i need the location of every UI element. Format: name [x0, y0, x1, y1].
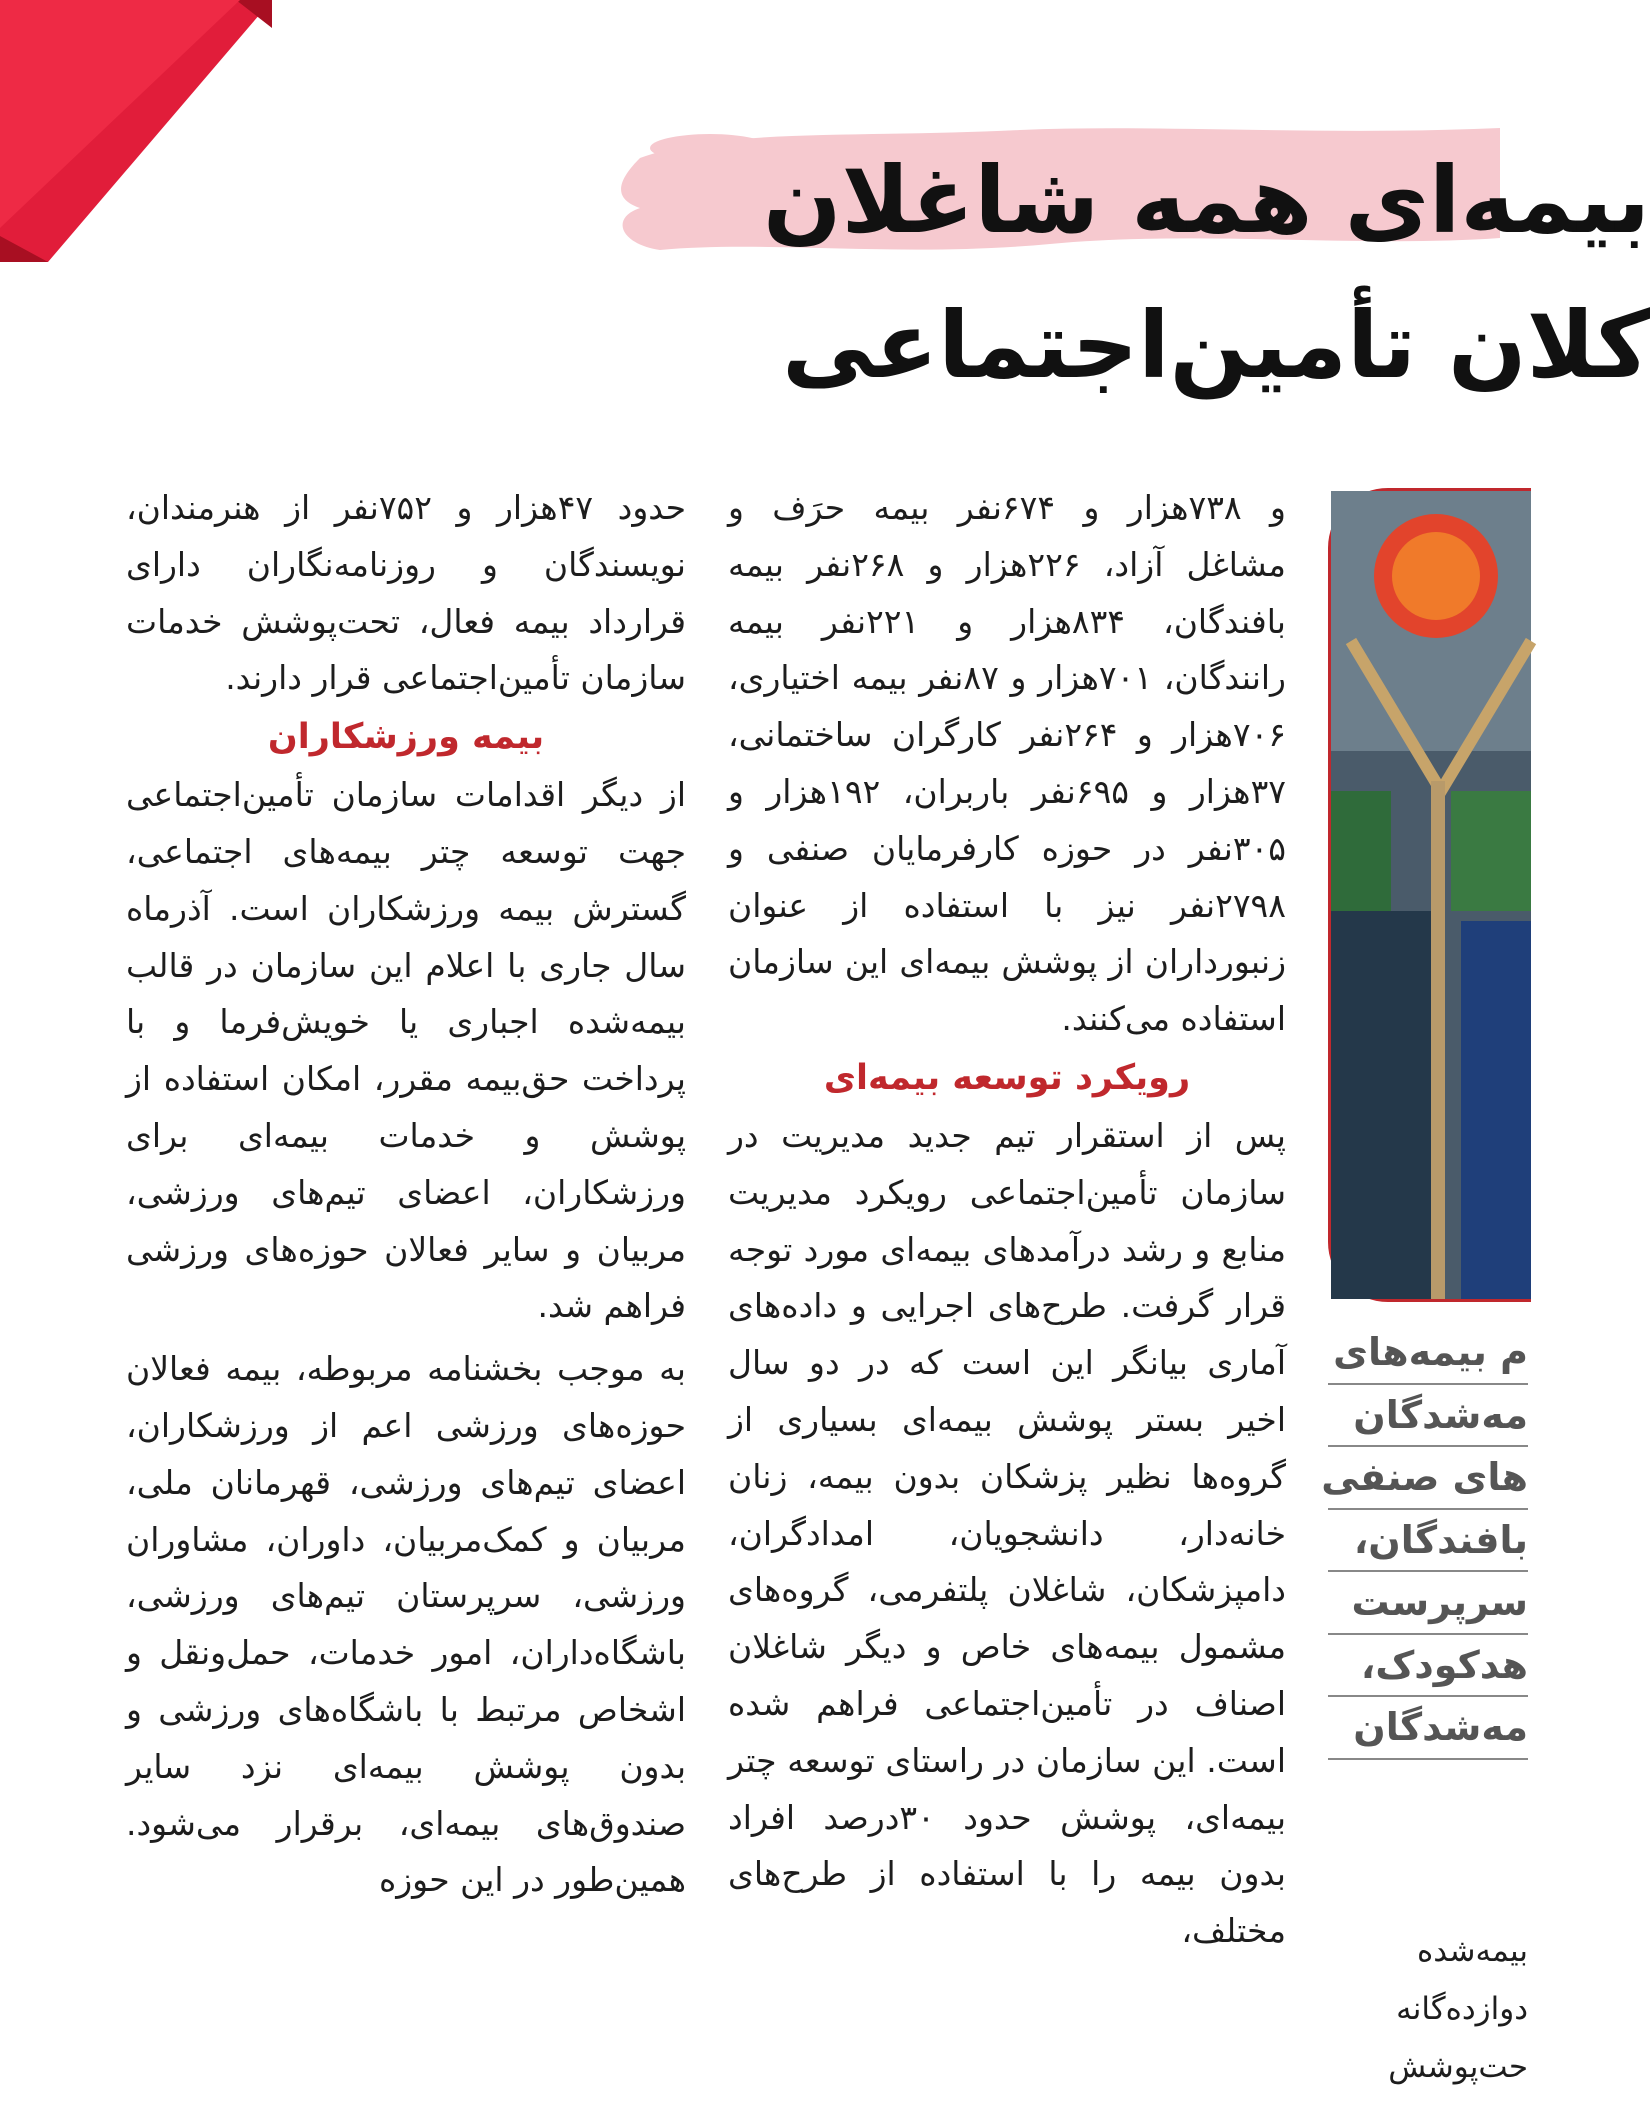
article-column-left [126, 480, 686, 1909]
corner-ribbon [0, 0, 280, 270]
article-column-middle [728, 480, 1286, 1960]
sidebar-body-text [1328, 1922, 1528, 2096]
body-paragraph: از دیگر اقدامات سازمان تأمین‌اجتماعی جهت توسعه چتر بیمه‌های اجتماعی، گسترش بیمه ورزشکاران است. آذرماه سال جاری با اعلام این سازمان در قالب بیمه‌شده اجباری یا خویش‌فرما و با پرداخت حق‌بیمه مقرر، امکان استفاده از پوشش و خدمات بیمه‌ای برای ورزشکاران، اعضای تیم‌های ورزشی، مربیان و سایر فعالان حوزه‌های ورزشی فراهم شد. [126, 775, 686, 1326]
body-paragraph: به موجب بخشنامه مربوطه، بیمه فعالان حوزه‌های ورزشی اعم از ورزشکاران، اعضای تیم‌های ورزشی، قهرمانان ملی، مربیان و کمک‌مربیان، داوران، مشاوران ورزشی، سرپرستان تیم‌های ورزشی، باشگاه‌داران، امور خدمات، حمل‌ونقل و اشخاص مرتبط با باشگاه‌های ورزشی و بدون پوشش بیمه‌ای نزد سایر صندوق‌های بیمه‌ای، برقرار می‌شود. همین‌طور در این حوزه [126, 1349, 686, 1900]
pull-quote-line: بافندگان، [1328, 1510, 1528, 1573]
pull-quote-line: مه‌شدگان [1328, 1697, 1528, 1760]
sidebar-text-line: حت‌پوشش [1388, 2049, 1528, 2085]
headline-line-2: کلان تأمین‌اجتماعی [782, 292, 1650, 399]
pull-quote-line: های صنفی [1328, 1447, 1528, 1510]
pull-quote-line: سرپرست [1328, 1572, 1528, 1635]
body-paragraph: و ۷۳۸هزار و ۶۷۴نفر بیمه حرَف و مشاغل آزاد، ۲۲۶هزار و ۲۶۸نفر بیمه بافندگان، ۸۳۴هزار و ۲۲۱نفر بیمه رانندگان، ۷۰۱هزار و ۸۷نفر بیمه اختیاری، ۷۰۶هزار و ۲۶۴نفر کارگران ساختمانی، ۳۷هزار و ۶۹۵نفر باربران، ۱۹۲هزار و ۳۰۵نفر در حوزه کارفرمایان صنفی و ۲۷۹۸نفر نیز با استفاده از عنوان زنبورداران از پوشش بیمه‌ای این سازمان استفاده می‌کنند. [728, 488, 1287, 1039]
sidebar-pull-quote [1321, 1322, 1528, 1760]
body-paragraph: حدود ۴۷هزار و ۷۵۲نفر از هنرمندان، نویسندگان و روزنامه‌نگاران دارای قرارداد بیمه فعال، تحت‌پوشش خدمات سازمان تأمین‌اجتماعی قرار دارند. [126, 488, 687, 698]
pull-quote-line: هدکودک، [1328, 1635, 1528, 1698]
body-paragraph: پس از استقرار تیم جدید مدیریت در سازمان تأمین‌اجتماعی رویکرد مدیریت منابع و رشد درآمدهای بیمه‌ای مورد توجه قرار گرفت. طرح‌های اجرایی و داده‌های آماری بیانگر این است که در دو سال اخیر بستر پوشش بیمه‌ای بسیاری از گروه‌ها نظیر پزشکان بدون بیمه، زنان خانه‌دار، دانشجویان، امدادگران، دامپزشکان، شاغلان پلتفرمی، گروه‌های مشمول بیمه‌های خاص و دیگر شاغلان اصناف در تأمین‌اجتماعی فراهم شده است. این سازمان در راستای توسعه چتر بیمه‌ای، پوشش حدود ۳۰درصد افراد بدون بیمه را با استفاده از طرح‌های مختلف، [728, 1115, 1287, 1951]
article-photo [1328, 488, 1531, 1302]
headline-line-1: بیمه‌ای همه شاغلان [763, 147, 1650, 254]
photo-illustration [1331, 491, 1531, 1299]
subheading-athletes-insurance: بیمه ورزشکاران [267, 717, 545, 758]
subheading-insurance-development: رویکرد توسعه بیمه‌ای [823, 1057, 1191, 1098]
pull-quote-line: مه‌شدگان [1328, 1385, 1528, 1448]
sidebar-text-line: بیمه‌شده [1416, 1933, 1528, 1969]
pull-quote-line: م بیمه‌های [1328, 1322, 1528, 1385]
sidebar-text-line: دوازده‌گانه [1396, 1991, 1528, 2027]
